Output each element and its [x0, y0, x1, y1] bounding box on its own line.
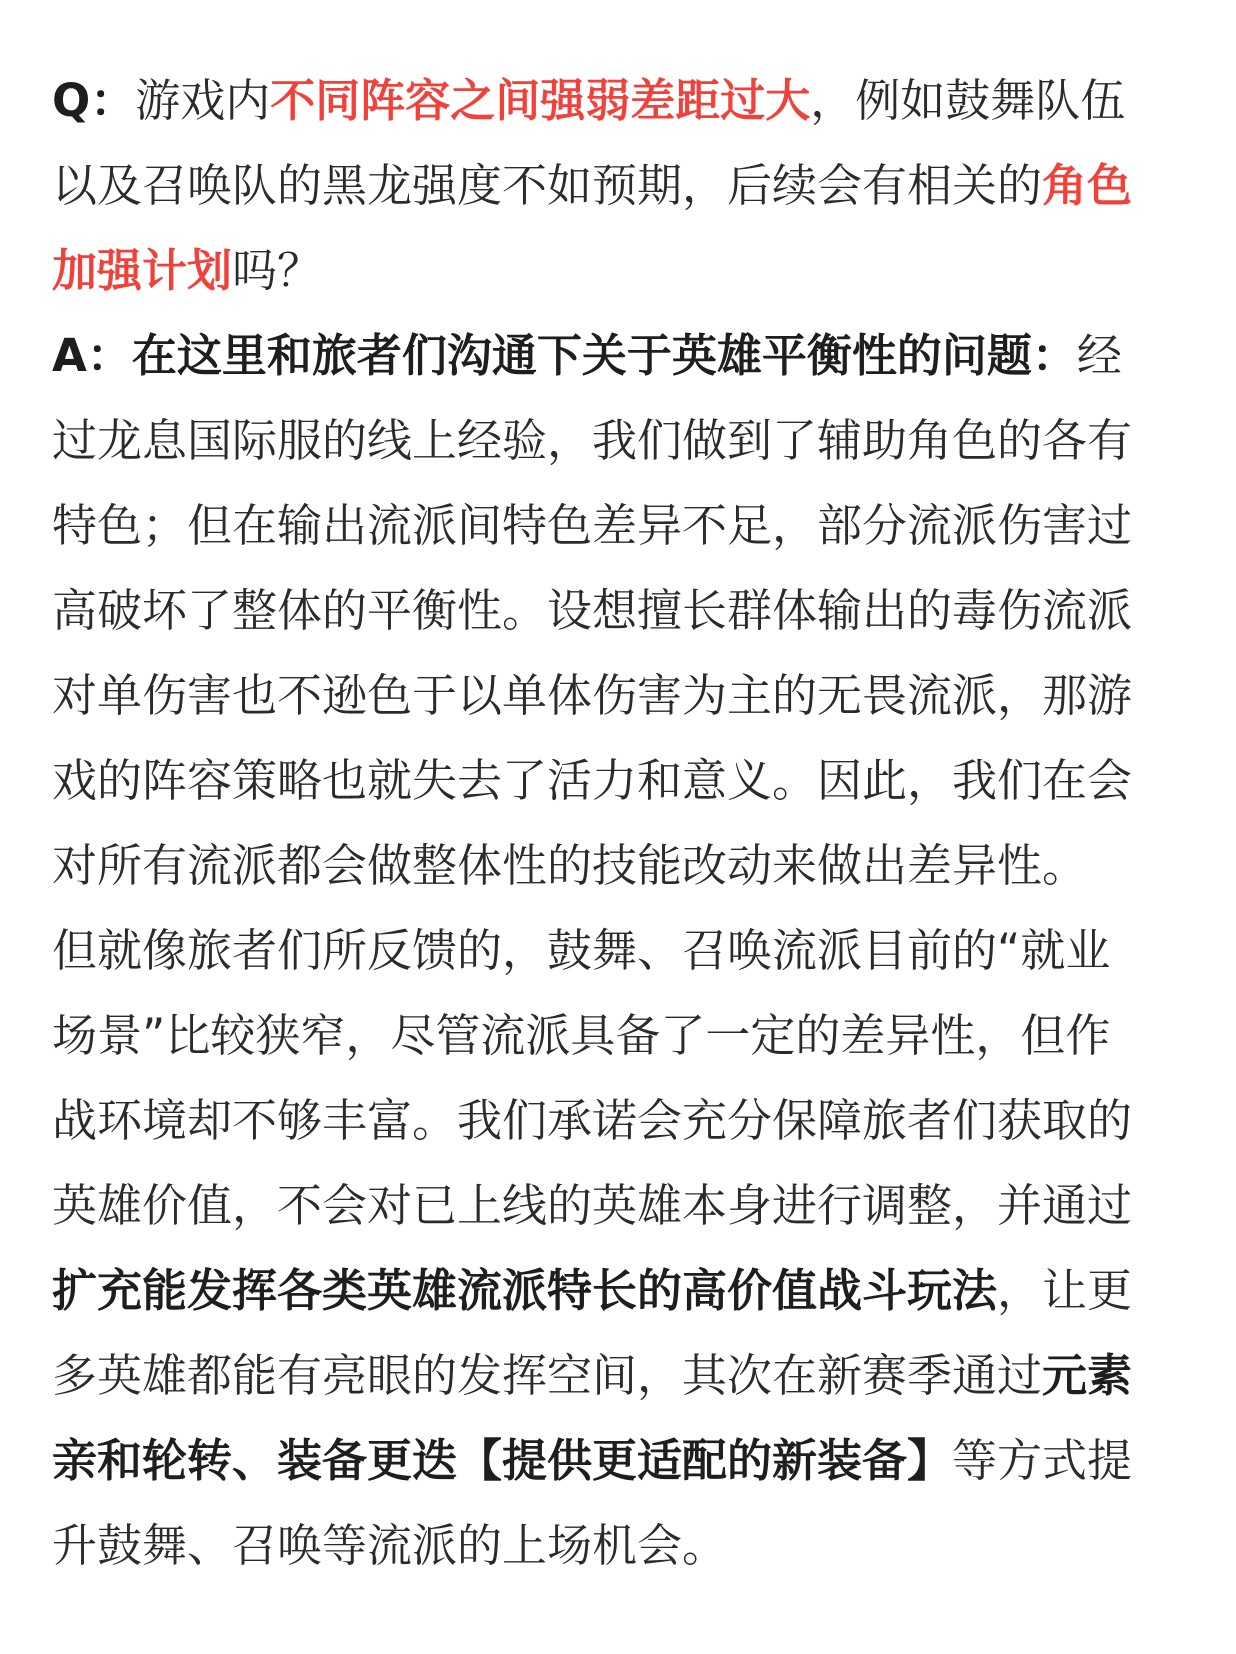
text-line [52, 228, 1184, 313]
text-line [52, 398, 1184, 483]
text-run: 战环境却不够丰富。我们承诺会充分保障旅者们获取的 [52, 1094, 1133, 1147]
bold-text: 扩充能发挥各类英雄流派特长的高价值战斗玩法 [52, 1264, 998, 1317]
answer-paragraph-1 [52, 313, 1184, 908]
text-run: 吗？ [232, 244, 323, 297]
text-line [52, 1333, 1184, 1418]
text-run: ，例如鼓舞队伍 [810, 74, 1126, 127]
text-line [52, 1078, 1184, 1163]
highlight-red-text: 不同阵容之间强弱差距过大 [270, 74, 811, 127]
text-line [52, 653, 1184, 738]
text-run: 多英雄都能有亮眼的发挥空间，其次在新赛季通过 [52, 1349, 1043, 1402]
text-run: 对所有流派都会做整体性的技能改动来做出差异性。 [52, 839, 1088, 892]
text-run: 特色；但在输出流派间特色差异不足，部分流派伤害过 [52, 499, 1133, 552]
text-line [52, 993, 1184, 1078]
text-run: 但就像旅者们所反馈的，鼓舞、召唤流派目前的“就业 [52, 924, 1111, 977]
question-block [52, 58, 1184, 313]
text-run: 场景”比较狭窄，尽管流派具备了一定的差异性，但作 [52, 1009, 1111, 1062]
text-line [52, 568, 1184, 653]
text-line [52, 823, 1184, 908]
text-line [52, 143, 1184, 228]
text-run: ，让更 [997, 1264, 1133, 1317]
answer-heading: A：在这里和旅者们沟通下关于英雄平衡性的问题： [52, 329, 1077, 382]
highlight-red-text: 角色 [1042, 159, 1133, 212]
text-run: 对单伤害也不逊色于以单体伤害为主的无畏流派，那游 [52, 669, 1133, 722]
text-line [52, 313, 1184, 398]
bold-text: 元素 [1042, 1349, 1133, 1402]
text-run: 戏的阵容策略也就失去了活力和意义。因此，我们在会 [52, 754, 1133, 807]
text-line [52, 58, 1184, 143]
text-line [52, 738, 1184, 823]
question-prefix: Q： [52, 74, 136, 127]
bold-text: 亲和轮转、装备更迭【提供更适配的新装备】 [52, 1434, 953, 1487]
text-line [52, 1248, 1184, 1333]
text-run: 以及召唤队的黑龙强度不如预期，后续会有相关的 [52, 159, 1043, 212]
text-line [52, 1163, 1184, 1248]
answer-paragraph-2 [52, 908, 1184, 1588]
text-line [52, 1418, 1184, 1503]
text-run: 等方式提 [952, 1434, 1133, 1487]
text-run: 游戏内 [135, 74, 271, 127]
text-run: 英雄价值，不会对已上线的英雄本身进行调整，并通过 [52, 1179, 1133, 1232]
highlight-red-text: 加强计划 [52, 244, 233, 297]
text-run: 升鼓舞、召唤等流派的上场机会。 [52, 1519, 728, 1572]
text-line [52, 483, 1184, 568]
text-run: 经 [1076, 329, 1122, 382]
text-line [52, 908, 1184, 993]
text-run: 过龙息国际服的线上经验，我们做到了辅助角色的各有 [52, 414, 1133, 467]
text-run: 高破坏了整体的平衡性。设想擅长群体输出的毒伤流派 [52, 584, 1133, 637]
text-line [52, 1503, 1184, 1588]
